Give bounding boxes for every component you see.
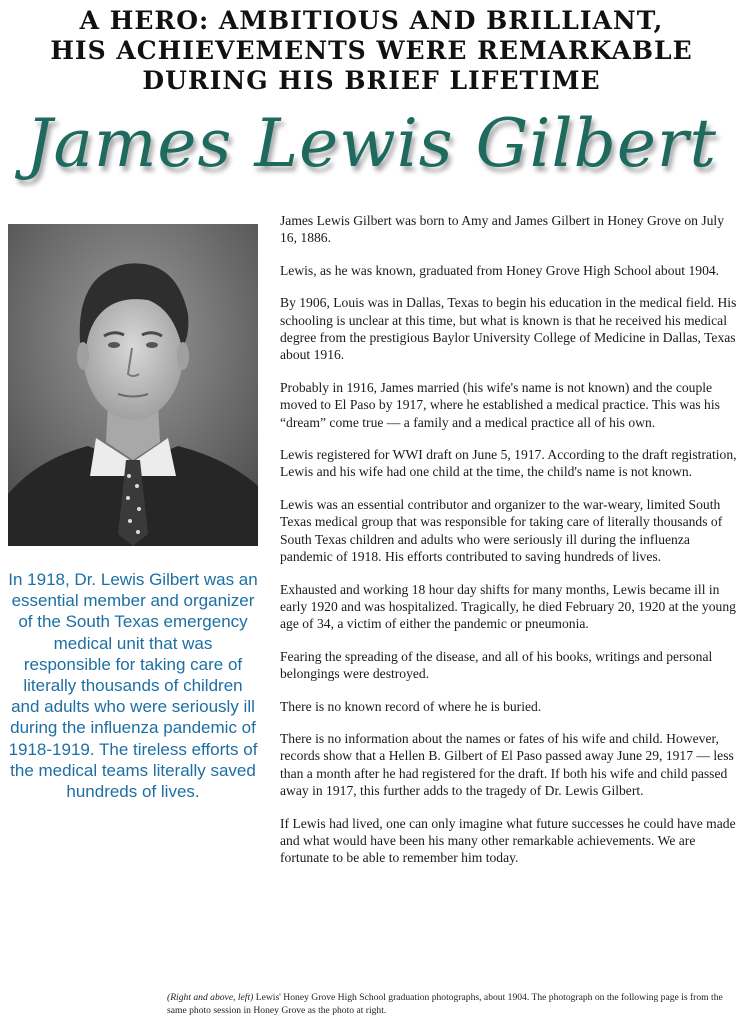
portrait-illustration bbox=[8, 224, 258, 546]
page-title: James Lewis Gilbert bbox=[26, 105, 717, 182]
paragraph: Fearing the spreading of the disease, and all of his books, writings and personal belongings were destroyed. bbox=[280, 648, 713, 682]
headline-line-1: A HERO: AMBITIOUS AND BRILLIANT, bbox=[79, 6, 664, 35]
caption-lead: (Right and above, left) bbox=[167, 992, 254, 1003]
headline-line-3: DURING HIS BRIEF LIFETIME bbox=[142, 66, 601, 95]
paragraph: Lewis, as he was known, graduated from Honey Grove High School about 1904. bbox=[280, 262, 720, 278]
pull-quote: In 1918, Dr. Lewis Gilbert was an essential member and organizer of the South Texas emergency medical unit that was responsible for taking care of literally thousands of children and adults who were seriously ill during the influenza pandemic of 1918-1919. The tireless efforts of the medical teams literally saved hundreds of lives. bbox=[8, 570, 258, 802]
paragraph: Exhausted and working 18 hour day shifts for many months, Lewis became ill in early 1920 and was hospitalized. Tragically, he died February 20, 1920 at the young age of 34, a victim of either the pandemic or pneumonia. bbox=[280, 581, 736, 632]
paragraph: There is no information about the names or fates of his wife and child. However, records show that a Hellen B. Gilbert of El Paso passed away June 29, 1917 — less than a month after he had registered for the draft. If both his wife and child passed away in 1917, this further adds to the tragedy of Dr. Lewis Gilbert. bbox=[280, 730, 734, 799]
article-body bbox=[280, 212, 738, 882]
portrait-photo bbox=[8, 224, 258, 546]
headline-line-2: HIS ACHIEVEMENTS WERE REMARKABLE bbox=[50, 36, 693, 65]
headline bbox=[0, 6, 743, 96]
paragraph: There is no known record of where he is buried. bbox=[280, 698, 542, 714]
paragraph: Lewis was an essential contributor and organizer to the war-weary, limited South Texas medical group that was responsible for taking care of literally thousands of South Texas children and adults who were seriously ill during the influenza pandemic of 1918. His efforts contributed to saving hundreds of lives. bbox=[280, 496, 723, 565]
paragraph: James Lewis Gilbert was born to Amy and James Gilbert in Honey Grove on July 16, 1886. bbox=[280, 213, 724, 246]
paragraph: Probably in 1916, James married (his wife's name is not known) and the couple moved to El Paso by 1917, where he established a medical practice. This was his “dream” come true — a family and a medical practice all of his own. bbox=[280, 379, 720, 430]
photo-caption bbox=[167, 992, 737, 1017]
paragraph: By 1906, Louis was in Dallas, Texas to begin his education in the medical field. His schooling is unclear at this time, but what is known is that he received his medical degree from the prestigious Baylor University College of Medicine in Dallas, Texas about 1916. bbox=[280, 295, 737, 363]
caption-text: Lewis' Honey Grove High School graduation photographs, about 1904. The photograph on the following page is from the same photo session in Honey Grove as the photo at right. bbox=[167, 992, 723, 1016]
paragraph: Lewis registered for WWI draft on June 5, 1917. According to the draft registration, Lewis and his wife had one child at the time, the child's name is not known. bbox=[280, 447, 737, 480]
paragraph: If Lewis had lived, one can only imagine what future successes he could have made and what would have been his many other remarkable achievements. We are fortunate to be able to remember him today. bbox=[280, 815, 736, 866]
